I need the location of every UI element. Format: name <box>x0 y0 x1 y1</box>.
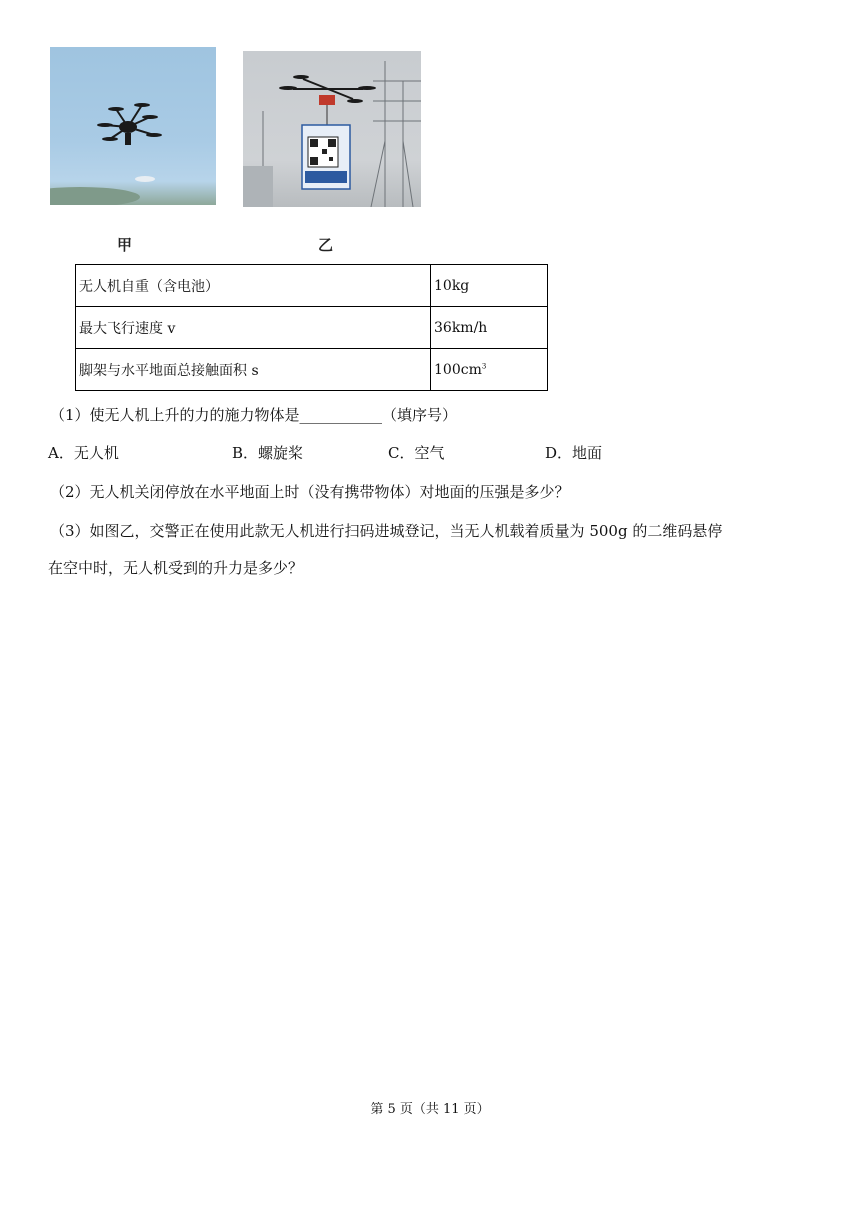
question-1: （1）使无人机上升的力的施力物体是___________（填序号） <box>50 406 458 424</box>
spec-value: 36km/h <box>431 307 548 349</box>
question-3-line-2: 在空中时，无人机受到的升力是多少？ <box>48 559 304 577</box>
option-d: D．地面 <box>545 444 603 462</box>
table-row <box>76 307 548 349</box>
table-row <box>76 349 548 391</box>
spec-value-cell <box>431 349 548 391</box>
figure-a-caption: 甲 <box>117 236 133 254</box>
spec-table <box>75 264 548 391</box>
option-c: C．空气 <box>388 444 445 462</box>
question-2: （2）无人机关闭停放在水平地面上时（没有携带物体）对地面的压强是多少？ <box>50 483 570 501</box>
drone-photo-b <box>243 51 421 207</box>
question-3-line-1: （3）如图乙，交警正在使用此款无人机进行扫码进城登记，当无人机载着质量为 500g 的二维码悬停 <box>50 522 723 540</box>
spec-label: 脚架与水平地面总接触面积 s <box>76 349 431 391</box>
table-row <box>76 265 548 307</box>
spec-label: 最大飞行速度 v <box>76 307 431 349</box>
option-b: B．螺旋桨 <box>232 444 304 462</box>
spec-value: 100cm <box>434 361 482 378</box>
figure-b-caption: 乙 <box>318 236 334 254</box>
drone-photo-a <box>50 47 216 205</box>
spec-label: 无人机自重（含电池） <box>76 265 431 307</box>
option-a: A．无人机 <box>48 444 119 462</box>
page-footer: 第 5 页（共 11 页） <box>370 1102 490 1117</box>
spec-value: 10kg <box>431 265 548 307</box>
unit-superscript: 3 <box>481 361 487 370</box>
